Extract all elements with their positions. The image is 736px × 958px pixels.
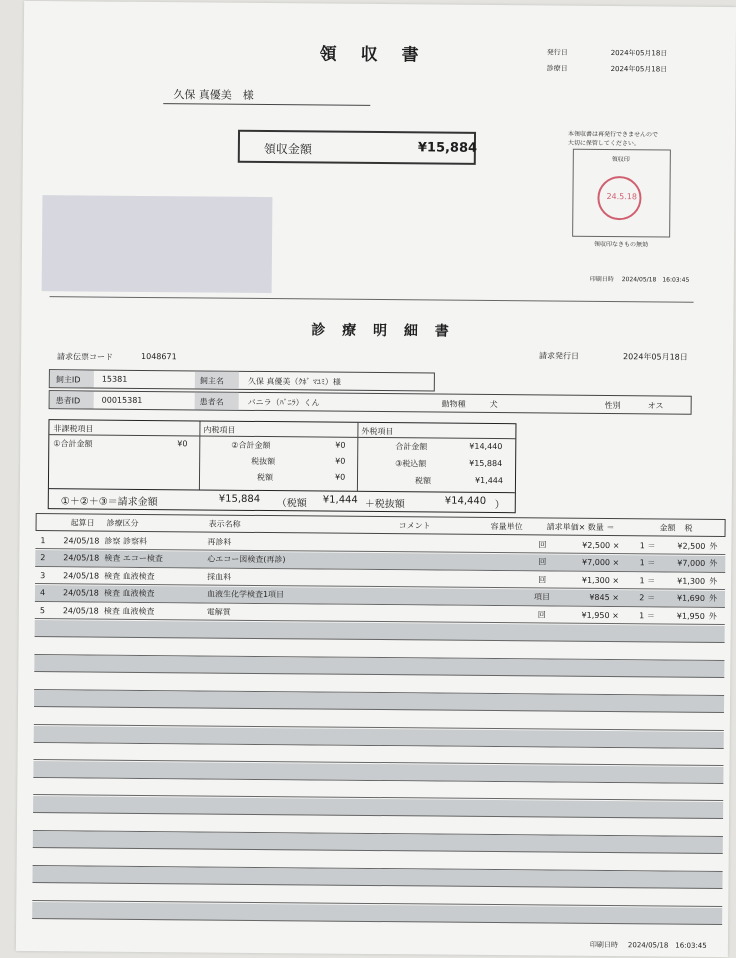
row-qty: 2 ＝ [639,593,656,603]
owner-id-label: 飼主ID [55,375,81,385]
row-unit: 回 [538,575,547,585]
intax-total-label: ②合計金額 [231,440,271,451]
row-tax: 外 [708,594,718,604]
receipt-paper [16,1,736,957]
row-no: 1 [40,535,46,545]
row-qty: 1 ＝ [639,558,656,568]
row-amount: ¥1,950 [676,611,705,621]
row-tax: 外 [708,611,717,621]
owner-name-label: 飼主名 [199,376,224,386]
row-date: 24/05/18 [63,553,100,563]
patient-row [49,390,692,415]
issue-date-label: 発行日 [546,48,568,57]
row-category: 検査 血液検査 [103,606,155,616]
row-no: 2 [40,553,46,563]
row-category: 検査 血液検査 [104,571,155,581]
summary-total: ¥15,884 [218,493,261,505]
summary-tax-label: （税額 [276,498,307,510]
row-tax: 外 [709,576,718,586]
invoice-date-label: 請求発行日 [539,351,580,361]
stamp-box [572,149,671,238]
nontax-section [49,420,201,489]
header-name: 表示名称 [208,519,241,529]
row-amount: ¥7,000 [677,558,706,568]
amount-box [238,130,476,165]
footer-print-label: 印刷日時 [589,940,618,950]
row-price: ¥845 × [589,593,620,603]
stamp-box-title: 領収印 [611,156,630,164]
receipt-note-line1: 本領収書は再発行できませんので [567,130,659,139]
footer-print-datetime: 2024/05/18 16:03:45 [627,941,707,950]
patient-name-label: 患者名 [199,397,224,407]
tax-summary-box [48,419,517,513]
nontax-total: ¥0 [177,439,188,449]
receipt-stamp [597,176,641,220]
summary-close: ） [494,500,505,512]
owner-row [49,369,435,391]
sex: オス [647,401,664,411]
row-price: ¥1,950 × [581,610,619,621]
summary-tax: ¥1,444 [322,494,358,506]
row-price: ¥7,000 × [581,557,620,568]
row-tax: 外 [709,541,718,551]
summary-excl-label: ＋税抜額 [364,498,405,511]
row-unit: 回 [538,539,547,549]
row-category: 診察 診察料 [104,536,148,546]
receipt-print-label: 印刷日時 [589,275,614,284]
stamp-date: 24.5.18 [606,192,638,202]
row-date: 24/05/18 [62,606,99,616]
row-no: 5 [39,605,45,616]
row-amount: ¥1,690 [676,593,706,604]
row-name: 再診料 [207,537,232,547]
patient-id: 00015381 [101,395,143,405]
invoice-code: 1048671 [141,351,177,362]
receipt-title: 領 収 書 [319,44,428,66]
extax-incl-label: ③税込額 [395,459,427,469]
row-tax: 外 [709,559,718,569]
issue-date: 2024年05月18日 [610,49,668,58]
species-label: 動物種 [441,399,466,409]
section-divider [50,296,694,303]
row-date: 24/05/18 [63,535,100,546]
header-comment: コメント [398,520,431,530]
owner-id: 15381 [101,374,128,384]
row-unit: 項目 [533,592,551,602]
nontax-header: 非課税項目 [53,424,94,434]
extax-tax-label: 税額 [414,476,432,486]
row-name: 血液生化学検査1項目 [206,589,285,600]
row-qty: 1 ＝ [639,540,656,550]
invoice-code-label: 請求伝票コード [57,352,114,362]
amount-value: ¥15,884 [417,140,478,156]
patient-id-label: 患者ID [55,396,81,406]
row-no: 4 [39,588,46,598]
owner-name: 久保 真優美（ｸﾎﾞ ﾏﾕﾐ）様 [247,376,341,387]
header-unit: 容量単位 [490,521,523,531]
extax-header: 外税項目 [361,426,394,437]
customer-underline [163,103,370,106]
customer-name: 久保 真優美 様 [173,88,254,102]
summary-excl: ¥14,440 [444,495,487,507]
header-date: 起算日 [70,517,95,528]
invoice-date: 2024年05月18日 [623,352,688,362]
intax-excl-label: 税抜額 [251,456,276,467]
intax-header: 内税項目 [203,425,236,435]
intax-tax: ¥0 [334,472,346,482]
row-amount: ¥2,500 [677,541,706,551]
header-price-qty: 請求単価× 数量 ＝ [546,521,615,532]
summary-label: ①＋②＋③＝請求金額 [60,496,158,509]
visit-date-label: 診療日 [546,64,568,73]
row-price: ¥1,300 × [581,575,620,585]
receipt-print-datetime: 2024/05/18 16:03:45 [621,276,690,284]
row-name: 電解質 [206,607,231,617]
intax-tax-label: 税額 [256,472,274,483]
row-category: 検査 血液検査 [103,588,155,599]
row-name: 心エコー図検査(再診) [207,554,286,565]
header-tax: 税 [684,523,693,533]
row-qty: 1 ＝ [639,575,656,586]
sex-label: 性別 [604,400,621,411]
row-unit: 回 [538,557,547,567]
row-unit: 回 [537,610,546,620]
intax-section [199,421,359,490]
detail-title: 診 療 明 細 書 [311,322,455,340]
amount-label: 領収金額 [263,142,312,157]
extax-tax: ¥1,444 [474,475,504,486]
intax-excl: ¥0 [335,456,346,466]
extax-incl: ¥15,884 [469,458,503,469]
row-category: 検査 エコー検査 [104,553,163,564]
row-name: 採血料 [207,572,232,582]
row-date: 24/05/18 [62,588,99,598]
row-amount: ¥1,300 [677,576,706,586]
extax-total-label: 合計金額 [395,442,428,452]
nontax-total-label: ①合計金額 [53,439,93,449]
row-price: ¥2,500 × [582,540,620,550]
extax-total: ¥14,440 [469,441,503,452]
row-qty: 1 ＝ [639,611,655,621]
header-amount: 金額 [659,522,676,533]
visit-date: 2024年05月18日 [610,65,668,74]
redacted-area [42,195,273,293]
species: 犬 [489,399,498,410]
header-category: 診療区分 [106,518,139,528]
row-no: 3 [40,570,46,580]
receipt-note-line2: 大切に保管してください。 [567,139,640,148]
intax-total: ¥0 [335,440,346,450]
patient-name: バニラ（ﾊﾞﾆﾗ）くん [247,397,320,408]
row-date: 24/05/18 [63,570,100,581]
extax-section [357,423,516,492]
stamp-note: 領収印なきもの無効 [594,240,649,249]
